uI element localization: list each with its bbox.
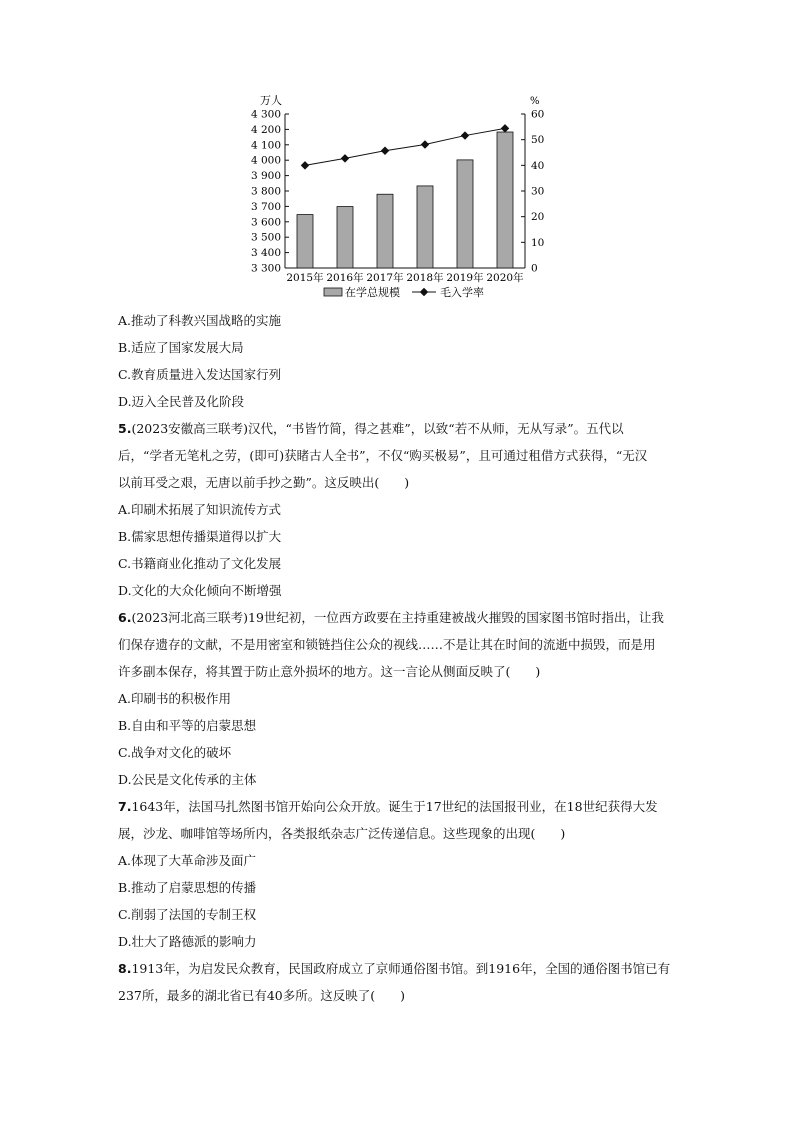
q6-stem-line-3: 许多副本保存，将其置于防止意外损坏的地方。这一言论从侧面反映了( ) xyxy=(118,664,541,679)
category-label: 2018年 xyxy=(406,272,444,284)
q5-stem-line-3: 以前耳受之艰，无唐以前手抄之勤”。这反映出( ) xyxy=(118,475,410,490)
legend-bar-swatch xyxy=(324,288,342,296)
left-tick-label: 3 600 xyxy=(250,216,281,229)
enrollment-chart xyxy=(232,88,562,306)
category-labels xyxy=(286,271,524,284)
q5-stem-line-1: 5.(2023安徽高三联考)汉代，“书皆竹简，得之甚难”，以致“若不从师，无从写录”。五代以 xyxy=(118,421,624,436)
right-tick-label: 40 xyxy=(531,159,545,172)
bar-2019年 xyxy=(457,160,473,268)
rate-point-2015年 xyxy=(301,161,309,169)
right-axis-unit: % xyxy=(530,96,540,107)
q7-stem-line-2: 展，沙龙、咖啡馆等场所内，各类报纸杂志广泛传递信息。这些现象的出现( ) xyxy=(118,826,566,841)
bar-2020年 xyxy=(497,132,513,268)
right-tick-label: 10 xyxy=(531,236,545,249)
q5-option-c[interactable]: C.书籍商业化推动了文化发展 xyxy=(118,556,282,571)
rate-point-2017年 xyxy=(381,146,389,154)
bar-2017年 xyxy=(377,194,393,268)
q5-option-d[interactable]: D.文化的大众化倾向不断增强 xyxy=(118,583,282,598)
right-tick-label: 30 xyxy=(531,185,545,198)
bar-2016年 xyxy=(337,207,353,268)
q6-option-c[interactable]: C.战争对文化的破坏 xyxy=(118,745,232,760)
category-label: 2015年 xyxy=(286,272,324,284)
left-axis-unit: 万人 xyxy=(260,94,282,107)
legend-bar-label: 在学总规模 xyxy=(345,286,400,299)
bar-series xyxy=(297,132,513,268)
q6-number: 6. xyxy=(118,610,132,625)
bar-2015年 xyxy=(297,215,313,268)
q7-number: 7. xyxy=(118,799,132,814)
left-tick-label: 3 700 xyxy=(250,200,281,213)
q5-option-b[interactable]: B.儒家思想传播渠道得以扩大 xyxy=(118,529,282,544)
line-series xyxy=(301,124,509,169)
q6-stem-line-1: 6.(2023河北高三联考)19世纪初，一位西方政要在主持重建被战火摧毁的国家图书馆时指出，让我 xyxy=(118,610,664,625)
q7-option-b[interactable]: B.推动了启蒙思想的传播 xyxy=(118,880,257,895)
q7-option-d[interactable]: D.壮大了路德派的影响力 xyxy=(118,934,257,949)
left-tick-label: 4 000 xyxy=(250,154,281,167)
chart-legend xyxy=(324,285,484,299)
right-tick-label: 60 xyxy=(531,108,545,121)
left-tick-label: 4 100 xyxy=(250,139,281,152)
left-axis xyxy=(251,109,289,275)
q7-stem-line-1: 7.1643年，法国马扎然图书馆开始向公众开放。诞生于17世纪的法国报刊业，在18世纪获得大发 xyxy=(118,799,658,814)
q8-stem-line-1: 8.1913年，为启发民众教育，民国政府成立了京师通俗图书馆。到1916年，全国的通俗图书馆已有 xyxy=(118,961,671,976)
q4-option-d[interactable]: D.迈入全民普及化阶段 xyxy=(118,394,245,409)
q5-number: 5. xyxy=(118,421,132,436)
rate-polyline xyxy=(305,128,505,165)
q4-option-b[interactable]: B.适应了国家发展大局 xyxy=(118,340,244,355)
left-tick-label: 4 300 xyxy=(250,108,281,121)
left-tick-label: 4 200 xyxy=(250,123,281,136)
legend-line-label: 毛入学率 xyxy=(440,286,484,299)
q8-number: 8. xyxy=(118,961,132,976)
category-label: 2020年 xyxy=(486,272,524,284)
rate-point-2018年 xyxy=(421,140,429,148)
left-tick-label: 3 800 xyxy=(250,185,281,198)
q5-option-a[interactable]: A.印刷术拓展了知识流传方式 xyxy=(118,502,282,517)
q4-option-c[interactable]: C.教育质量进入发达国家行列 xyxy=(118,367,282,382)
left-tick-label: 3 500 xyxy=(250,231,281,244)
q4-option-a[interactable]: A.推动了科教兴国战略的实施 xyxy=(118,313,282,328)
right-tick-label: 50 xyxy=(531,134,545,147)
category-label: 2019年 xyxy=(446,272,484,284)
q6-option-a[interactable]: A.印刷书的积极作用 xyxy=(118,691,232,706)
left-tick-label: 3 400 xyxy=(250,247,281,260)
category-label: 2016年 xyxy=(326,272,364,284)
q7-option-a[interactable]: A.体现了大革命涉及面广 xyxy=(118,853,257,868)
bar-2018年 xyxy=(417,186,433,268)
q6-stem-line-2: 们保存遗存的文献，不是用密室和锁链挡住公众的视线……不是让其在时间的流逝中损毁，而是用 xyxy=(118,637,656,652)
q8-stem-line-2: 237所，最多的湖北省已有40多所。这反映了( ) xyxy=(118,988,406,1003)
right-tick-label: 0 xyxy=(531,262,538,275)
left-tick-label: 3 300 xyxy=(250,262,281,275)
legend-diamond-icon xyxy=(420,288,428,296)
rate-point-2016年 xyxy=(341,154,349,162)
category-label: 2017年 xyxy=(366,272,404,284)
q5-stem-line-2: 后，“学者无笔札之劳，(即可)获睹古人全书”，不仅“购买极易”，且可通过租借方式获得，“无汉 xyxy=(118,448,648,463)
left-tick-label: 3 900 xyxy=(250,170,281,183)
right-tick-label: 20 xyxy=(531,211,545,224)
q6-option-d[interactable]: D.公民是文化传承的主体 xyxy=(118,772,257,787)
q6-option-b[interactable]: B.自由和平等的启蒙思想 xyxy=(118,718,257,733)
rate-point-2020年 xyxy=(501,124,509,132)
q7-option-c[interactable]: C.削弱了法国的专制王权 xyxy=(118,907,257,922)
rate-point-2019年 xyxy=(461,131,469,139)
